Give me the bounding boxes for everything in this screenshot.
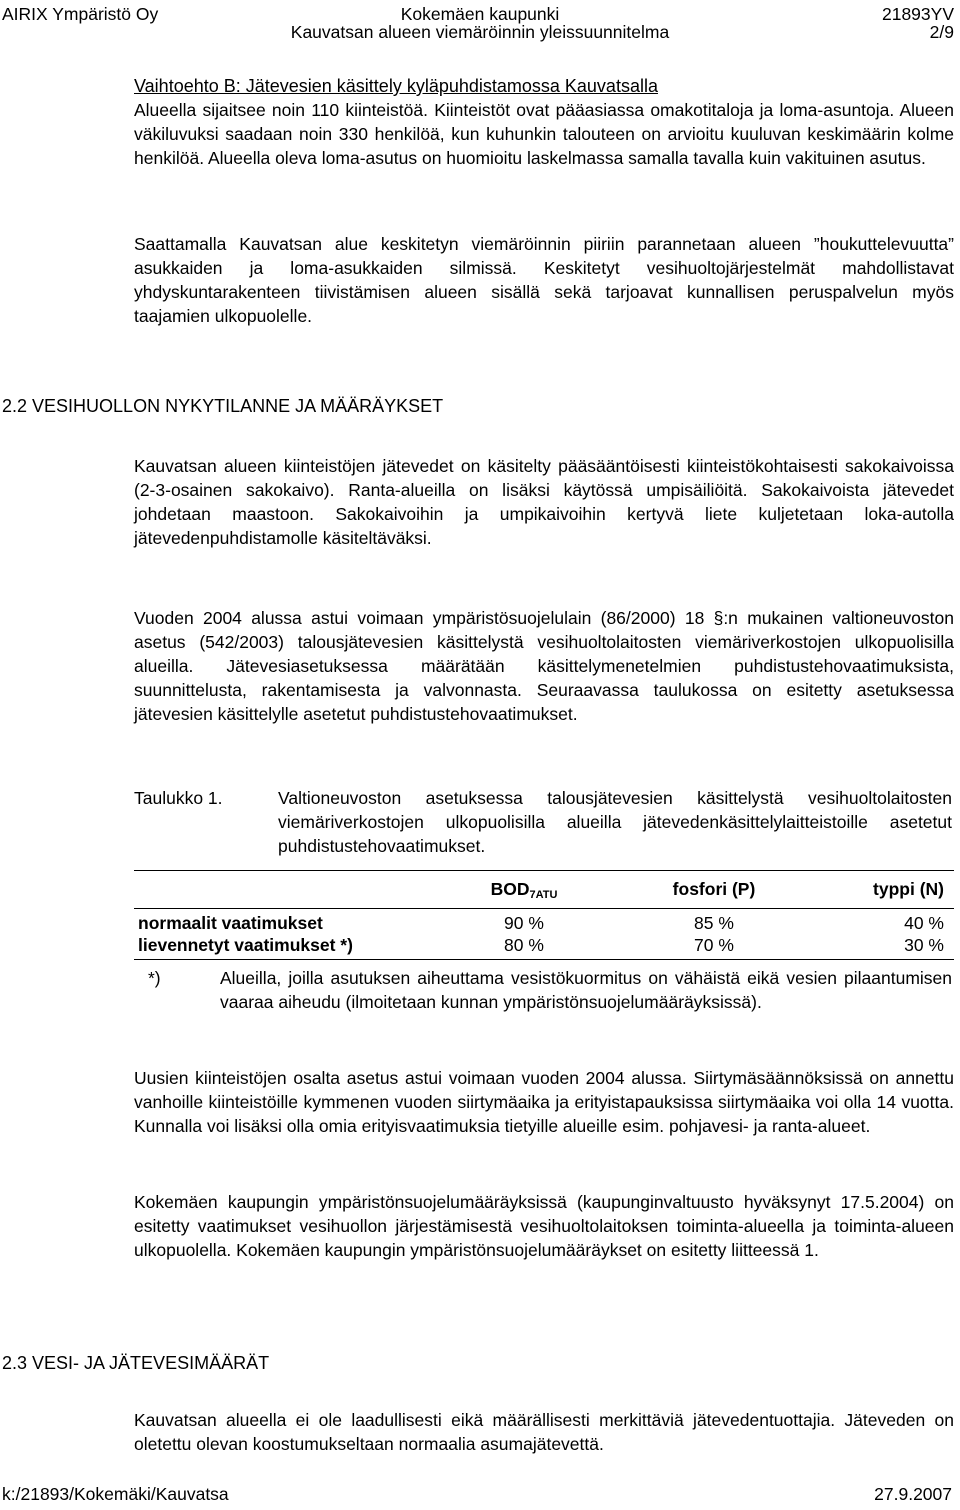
table-bottom-rule: [134, 959, 954, 960]
section-2-2-paragraph-3: Uusien kiinteistöjen osalta asetus astui voimaan vuoden 2004 alussa. Siirtymäsäännöksissä on annettu vanhoille kiinteistöille kymmenen vuoden siirtymäaika ja erityistapauksissa siirtymäaika voi olla 14 vuotta. Kunnalla voi lisäksi olla omia erityisvaatimuksia tietyille alueille esim. pohjavesi- ja ranta-alueet.: [134, 1068, 954, 1136]
section-b-paragraph-1: Alueella sijaitsee noin 110 kiinteistöä. Kiinteistöt ovat pääasiassa omakotitaloja ja loma-asuntoja. Alueen väkiluvuksi saadaan noin 330 henkilöä, kun kuhunkin talouteen on arvioitu kuuluvan keskimäärin kolme henkilöä. Alueella oleva loma-asutus on huomioitu laskelmassa samalla tavalla kuin vakituinen asutus.: [134, 100, 954, 168]
table-header-bod: [424, 878, 624, 906]
table-footnote-text: Alueilla, joilla asutuksen aiheuttama vesistökuormitus on vähäistä eikä vesien pilaantumisen vaaraa aiheudu (ilmoitetaan kunnan ympäristönsuojelumääräyksissä).: [220, 968, 952, 1012]
table-cell-phosphorus: 70 %: [694, 935, 734, 955]
section-2-2-paragraph-4: Kokemäen kaupungin ympäristönsuojelumääräyksissä (kaupunginvaltuusto hyväksynyt 17.5.2004) on esitetty vaatimukset vesihuollon järjestämisestä vesihuoltolaitoksen toiminta-alueella ja toiminta-alueen ulkopuolella. Kokemäen kaupungin ympäristönsuojelumääräykset on esitetty liitteessä 1.: [134, 1192, 954, 1260]
table-cell-phosphorus: 85 %: [694, 913, 734, 933]
table-header-bod-sub: 7ATU: [529, 889, 558, 901]
section-b-paragraph-2: Saattamalla Kauvatsan alue keskitetyn viemäröinnin piiriin parannetaan alueen ”houkuttelevuutta” asukkaiden ja loma-asukkaiden silmissä. Keskitetyt vesihuoltojärjestelmät mahdollistavat yhdyskuntarakenteen tiivistämisen alueen sisällä sekä tarjoavat kunnallisen peruspalvelun myös taajamien ulkopuolelle.: [134, 234, 954, 326]
header-company: AIRIX Ympäristö Oy: [2, 4, 159, 24]
table-cell-bod: 80 %: [504, 935, 544, 955]
table-caption-text: Valtioneuvoston asetuksessa talousjätevesien käsittelystä vesihuoltolaitosten viemäriverkostojen ulkopuolisilla alueilla jätevedenkäsittelylaitteistoille asetetut puhdistustehovaatimukset.: [278, 788, 952, 856]
section-2-3-heading: 2.3 VESI- JA JÄTEVESIMÄÄRÄT: [2, 1353, 270, 1373]
footer-date: 27.9.2007: [874, 1484, 952, 1504]
section-2-2-paragraph-1: Kauvatsan alueen kiinteistöjen jätevedet on käsitelty pääsääntöisesti kiinteistökohtaisesti sakokaivoissa (2-3-osainen sakokaivo). Ranta-alueilla on lisäksi käytössä umpisäiliöitä. Sakokaivoista jätevedet johdetaan maastoon. Sakokaivoihin ja umpikaivoihin kertyvä liete kuljetetaan loka-autolla jätevedenpuhdistamolle käsiteltäväksi.: [134, 456, 954, 548]
section-2-2-heading: 2.2 VESIHUOLLON NYKYTILANNE JA MÄÄRÄYKSET: [2, 396, 444, 416]
header-document-title: Kauvatsan alueen viemäröinnin yleissuunnitelma: [290, 22, 670, 42]
header-row-2: [0, 22, 960, 44]
table-row-label: normaalit vaatimukset: [138, 913, 323, 933]
table-caption-label: Taulukko 1.: [134, 788, 223, 808]
table-footnote-mark: *): [148, 968, 161, 988]
table-cell-nitrogen: 40 %: [904, 913, 944, 933]
header-project-code: 21893YV: [881, 4, 954, 24]
table-cell-nitrogen: 30 %: [904, 935, 944, 955]
table-top-rule: [134, 870, 954, 871]
page-header: [0, 0, 960, 50]
table-cell-bod: 90 %: [504, 913, 544, 933]
header-client: Kokemäen kaupunki: [400, 4, 560, 24]
section-2-2-paragraph-2: Vuoden 2004 alussa astui voimaan ympäristösuojelulain (86/2000) 18 §:n mukainen valtioneuvoston asetus (542/2003) talousjätevesien käsittelystä vesihuoltolaitosten viemäriverkostojen ulkopuolisilla alueilla. Jätevesiasetuksessa määrätään käsittelymenetelmien puhdistustehovaatimuksista, suunnittelusta, rakentamisesta ja valvonnasta. Seuraavassa taulukossa on esitetty asetuksessa jätevesien käsittelylle asetetut puhdistustehovaatimukset.: [134, 608, 954, 724]
section-2-3-paragraph-1: Kauvatsan alueella ei ole laadullisesti eikä määrällisesti merkittäviä jätevedentuottajia. Jäteveden on oletettu olevan koostumukseltaan normaalia asumajätevettä.: [134, 1410, 954, 1454]
footer-file-path: k:/21893/Kokemäki/Kauvatsa: [2, 1484, 229, 1504]
table-header-rule: [134, 908, 954, 909]
table-header-bod-main: BOD: [490, 879, 530, 899]
table-row-label: lievennetyt vaatimukset *): [138, 935, 353, 955]
table-header-phosphorus: fosfori (P): [672, 879, 756, 899]
table-header-nitrogen: typpi (N): [873, 879, 944, 899]
page-footer: [0, 1484, 960, 1508]
section-b-heading: Vaihtoehto B: Jätevesien käsittely kyläpuhdistamossa Kauvatsalla: [134, 76, 658, 96]
header-page-number: 2/9: [929, 22, 954, 42]
